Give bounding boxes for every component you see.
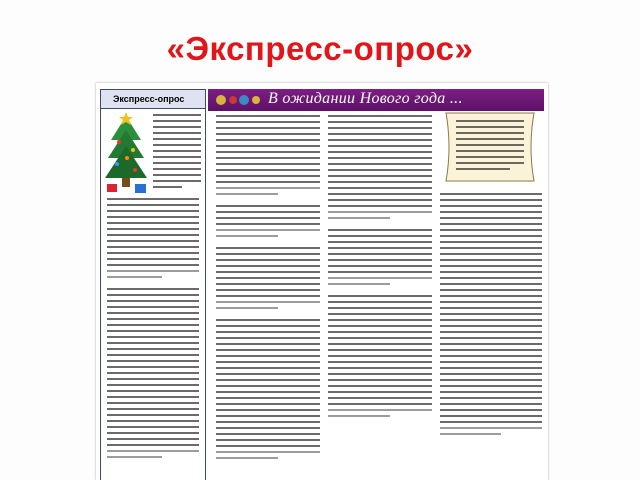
text-column-4	[440, 193, 542, 439]
survey-column-header: Экспресс-опрос	[101, 90, 205, 109]
survey-column	[100, 89, 206, 480]
christmas-tree-icon	[103, 112, 149, 196]
newspaper-page	[96, 83, 548, 480]
text-column-2	[216, 115, 320, 463]
section-banner-title: В ожидании Нового года ...	[268, 90, 463, 107]
slide-title: «Экспресс-опрос»	[166, 30, 474, 67]
scroll-icon	[440, 107, 540, 187]
text-column-3	[328, 115, 432, 421]
ornament-icon	[214, 93, 262, 107]
